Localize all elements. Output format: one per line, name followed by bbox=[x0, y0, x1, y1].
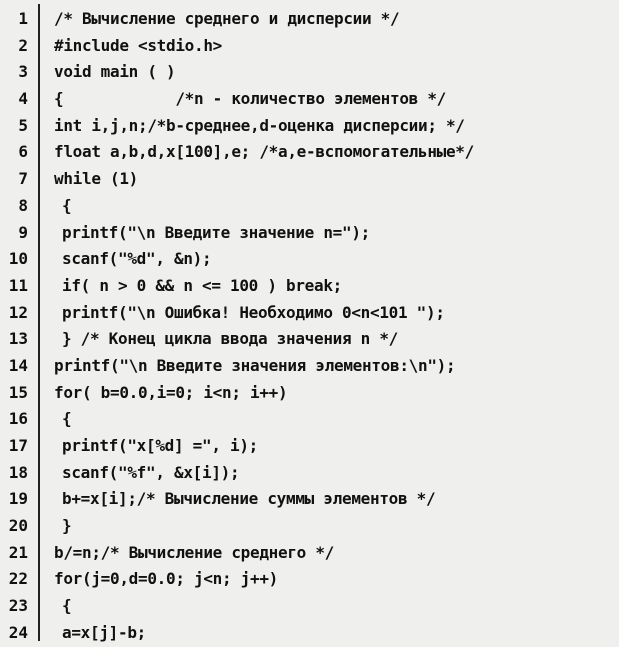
line-number: 16 bbox=[8, 409, 28, 429]
code-line bbox=[0, 6, 619, 33]
line-number: 10 bbox=[8, 249, 28, 269]
code-text: int i,j,n;/*b-среднее,d-оценка дисперсии; */ bbox=[54, 115, 465, 135]
code-text: printf("\n Введите значения элементов:\n"); bbox=[54, 355, 456, 375]
line-number: 17 bbox=[8, 436, 28, 455]
code-line bbox=[0, 220, 619, 247]
code-text: #include <stdio.h> bbox=[54, 35, 222, 55]
code-line bbox=[0, 59, 619, 86]
code-line bbox=[0, 273, 619, 300]
code-text: for( b=0.0,i=0; i<n; i++) bbox=[54, 382, 288, 402]
code-text: } /* Конец цикла ввода значения n */ bbox=[62, 329, 398, 349]
code-text: for(j=0,d=0.0; j<n; j++) bbox=[54, 569, 278, 589]
line-number: 24 bbox=[8, 622, 28, 642]
code-text: a=x[j]-b; bbox=[62, 622, 146, 642]
line-number: 14 bbox=[8, 355, 28, 375]
code-line bbox=[0, 353, 619, 380]
code-line bbox=[0, 566, 619, 593]
line-number: 12 bbox=[8, 302, 28, 322]
line-number: 18 bbox=[8, 462, 28, 482]
code-text: void main ( ) bbox=[54, 62, 176, 82]
line-number: 23 bbox=[8, 596, 28, 616]
line-number: 9 bbox=[18, 222, 28, 242]
code-text: } bbox=[62, 516, 72, 536]
line-number: 3 bbox=[18, 62, 28, 82]
code-line bbox=[0, 33, 619, 60]
code-line bbox=[0, 139, 619, 166]
line-number: 11 bbox=[8, 275, 28, 295]
code-line bbox=[0, 193, 619, 220]
line-number: 2 bbox=[18, 35, 28, 55]
code-line bbox=[0, 166, 619, 193]
line-number: 4 bbox=[18, 89, 28, 109]
line-number: 22 bbox=[8, 569, 28, 589]
code-text: { bbox=[62, 195, 72, 215]
line-number: 21 bbox=[8, 542, 28, 562]
code-line bbox=[0, 486, 619, 513]
line-number: 5 bbox=[18, 115, 28, 135]
code-line bbox=[0, 460, 619, 487]
code-text: scanf("%f", &x[i]); bbox=[62, 462, 240, 482]
line-number: 6 bbox=[18, 142, 28, 162]
line-number: 13 bbox=[8, 329, 28, 349]
code-text: printf("\n Ошибка! Необходимо 0<n<101 "); bbox=[62, 302, 445, 322]
code-text: float a,b,d,x[100],e; /*a,e-вспомогательные*/ bbox=[54, 142, 474, 162]
code-text: { /*n - количество элементов */ bbox=[54, 89, 446, 109]
code-text: scanf("%d", &n); bbox=[62, 249, 212, 269]
code-line bbox=[0, 406, 619, 433]
code-line bbox=[0, 246, 619, 273]
line-number: 19 bbox=[8, 489, 28, 509]
code-text: b+=x[i];/* Вычисление суммы элементов */ bbox=[62, 489, 436, 509]
line-number: 7 bbox=[18, 169, 28, 189]
code-line bbox=[0, 380, 619, 407]
code-line bbox=[0, 513, 619, 540]
line-number: 20 bbox=[8, 516, 28, 536]
code-line bbox=[0, 593, 619, 620]
line-number: 8 bbox=[18, 195, 28, 215]
line-number: 15 bbox=[8, 382, 28, 402]
code-line bbox=[0, 540, 619, 567]
code-text: { bbox=[62, 596, 72, 616]
code-line bbox=[0, 326, 619, 353]
code-text: printf("\n Введите значение n="); bbox=[62, 222, 370, 242]
code-listing bbox=[0, 6, 619, 647]
code-line bbox=[0, 620, 619, 647]
code-line bbox=[0, 113, 619, 140]
code-text: b/=n;/* Вычисление среднего */ bbox=[54, 542, 334, 562]
code-text: printf("x[%d] =", i); bbox=[62, 436, 258, 455]
code-text: { bbox=[62, 409, 72, 429]
code-line bbox=[0, 86, 619, 113]
code-text: while (1) bbox=[54, 169, 138, 189]
line-number: 1 bbox=[18, 9, 28, 28]
code-text: /* Вычисление среднего и дисперсии */ bbox=[54, 9, 400, 28]
code-text: if( n > 0 && n <= 100 ) break; bbox=[62, 275, 342, 295]
code-line bbox=[0, 433, 619, 460]
code-line bbox=[0, 300, 619, 327]
